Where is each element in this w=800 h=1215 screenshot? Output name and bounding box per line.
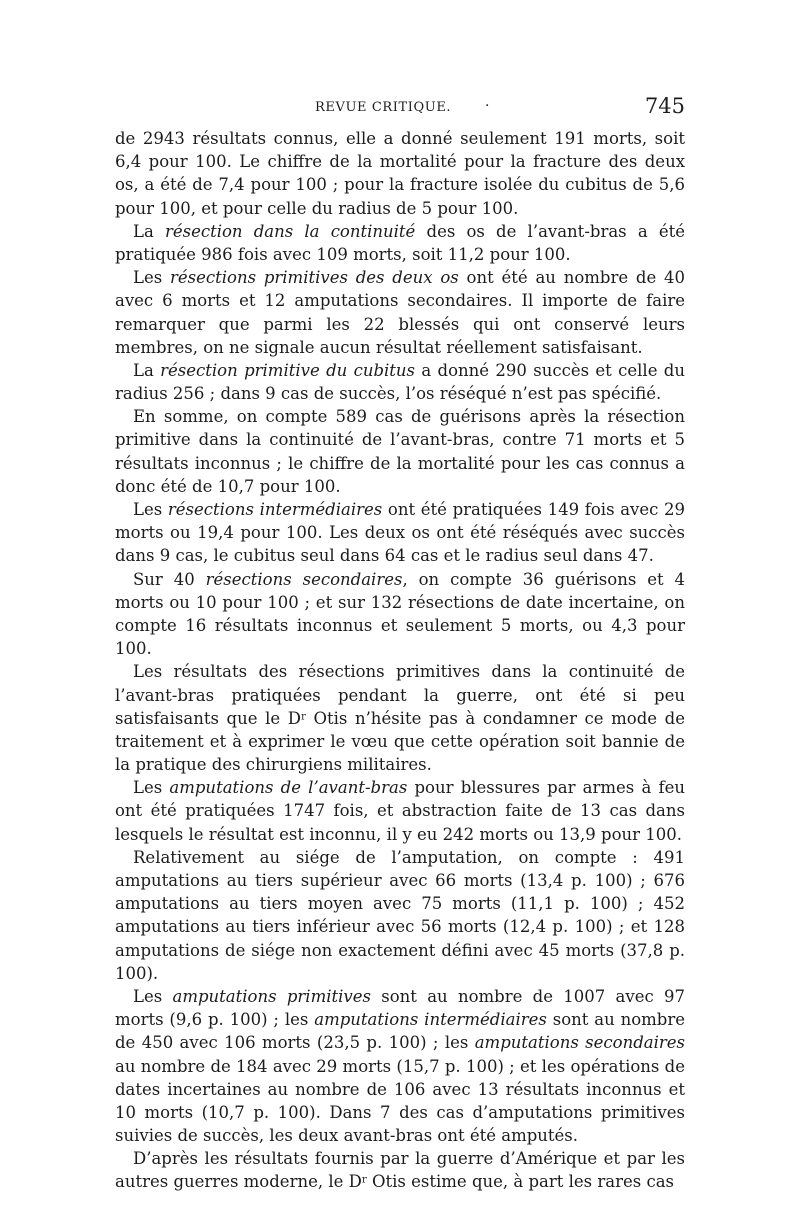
paragraph-11-middle-2: sont au nombre de 450 avec 106 morts (23,5 p. 100) ; les xyxy=(115,1010,685,1053)
paragraph-6-lead: Les xyxy=(133,500,168,519)
paragraph-2-rest: des os de l’avant-bras a été pratiquée 986 fois avec 109 morts, soit 11,2 pour 100. xyxy=(115,221,685,264)
paragraph-6 xyxy=(115,498,685,568)
paragraph-4-rest: a donné 290 succès et celle du radius 256 ; dans 9 cas de succès, l’os réséqué n’est pas spécifié. xyxy=(115,360,685,404)
paragraph-11-rest: au nombre de 184 avec 29 morts (15,7 p. 100) ; et les opérations de dates incertaines au nombre de 106 avec 13 résultats inconnus et 10 morts (10,7 p. 100). Dans 7 des cas d’amputations primitives suivies de succès, les deux avant-bras ont été amputés. xyxy=(115,1056,685,1146)
paragraph-11-italic-term-1: amputations primitives xyxy=(172,986,371,1006)
paragraph-3 xyxy=(115,266,685,359)
page-number: 745 xyxy=(644,94,685,118)
paragraph-4-italic-term: résection primitive du cubitus xyxy=(160,360,416,380)
paragraph-7-lead: Sur 40 xyxy=(133,569,206,589)
paragraph-2-lead: La xyxy=(133,221,165,241)
paragraph-11-middle-1: sont au nombre de 1007 avec 97 morts (9,6 p. 100) ; les xyxy=(115,986,685,1030)
running-title: REVUE CRITIQUE. xyxy=(315,100,452,115)
paragraph-5-text: En somme, on compte 589 cas de guérisons après la résection primitive dans la continuité de l’avant-bras, contre 71 morts et 5 résultats inconnus ; le chiffre de la mortalité pour les cas connus a donc été de 10,7 pour 100. xyxy=(115,407,685,496)
paragraph-8-lead: Les résultats des résections primitives dans la continuité de l’avant-bras pratiquées pendant la guerre, ont été si peu satisfaisants que le D xyxy=(115,662,685,728)
paragraph-12-lead: D’après les résultats fournis par la guerre d’Amérique et par les autres guerres moderne, le D xyxy=(115,1149,685,1192)
paragraph-3-rest: ont été au nombre de 40 avec 6 morts et 12 amputations secondaires. Il importe de faire remarquer que parmi les 22 blessés qui ont conservé leurs membres, on ne signale aucun résultat réellement satisfaisant. xyxy=(115,268,686,357)
running-head xyxy=(115,96,685,126)
paragraph-1 xyxy=(115,127,685,220)
paragraph-10 xyxy=(115,846,685,985)
body-text xyxy=(115,127,685,1194)
paragraph-12-rest: Otis estime que, à part les rares cas xyxy=(366,1172,675,1192)
paragraph-12-superscript: r xyxy=(361,1174,367,1186)
paragraph-12 xyxy=(115,1147,685,1193)
paragraph-10-text: Relativement au siége de l’amputation, on compte : 491 amputations au tiers supérieur avec 66 morts (13,4 p. 100) ; 676 amputations au tiers moyen avec 75 morts (11,1 p. 100) ; 452 amputations au tiers inférieur avec 56 morts (12,4 p. 100) ; et 128 amputations de siége non exactement défini avec 45 morts (37,8 p. 100). xyxy=(115,847,685,983)
paragraph-4-lead: La xyxy=(133,360,161,380)
paragraph-9-rest: pour blessures par armes à feu ont été pratiquées 1747 fois, et abstraction faite de 13 cas dans lesquels le résultat est inconnu, il y eu 242 morts ou 13,9 pour 100. xyxy=(115,778,685,844)
paragraph-1-text: de 2943 résultats connus, elle a donné seulement 191 morts, soit 6,4 pour 100. Le chiffre de la mortalité pour la fracture des deux os, a été de 7,4 pour 100 ; pour la fracture isolée du cubitus de 5,6 pour 100, et pour celle du radius de 5 pour 100. xyxy=(115,129,685,218)
paragraph-3-lead: Les xyxy=(133,268,170,288)
paragraph-2 xyxy=(115,220,685,266)
paragraph-9-italic-term: amputations de l’avant-bras xyxy=(169,778,408,798)
paragraph-5 xyxy=(115,405,685,498)
running-head-dot: · xyxy=(485,98,490,114)
paragraph-7 xyxy=(115,568,685,661)
paragraph-9 xyxy=(115,776,685,846)
paragraph-8-superscript: r xyxy=(300,711,306,723)
paragraph-3-italic-term: résections primitives des deux os xyxy=(169,268,459,288)
paragraph-11-italic-term-2: amputations intermédiaires xyxy=(314,1010,547,1030)
paragraph-4 xyxy=(115,359,685,405)
paragraph-9-lead: Les xyxy=(133,778,170,798)
paragraph-8 xyxy=(115,660,685,776)
book-page xyxy=(115,0,685,1215)
paragraph-11-italic-term-3: amputations secondaires xyxy=(474,1033,685,1053)
paragraph-6-rest: ont été pratiquées 149 fois avec 29 morts ou 19,4 pour 100. Les deux os ont été réséqués avec succès dans 9 cas, le cubitus seul dans 64 cas et le radius seul dans 47. xyxy=(115,500,686,566)
paragraph-2-italic-term: résection dans la continuité xyxy=(164,221,416,241)
paragraph-11-lead: Les xyxy=(133,986,173,1006)
paragraph-6-italic-term: résections intermédiaires xyxy=(167,500,383,519)
paragraph-8-rest: Otis n’hésite pas à condamner ce mode de traitement et à exprimer le vœu que cette opération soit bannie de la pratique des chirurgiens militaires. xyxy=(115,708,685,775)
paragraph-7-italic-term: résections secondaires xyxy=(205,569,403,589)
paragraph-11 xyxy=(115,985,685,1147)
paragraph-7-rest: , on compte 36 guérisons et 4 morts ou 10 pour 100 ; et sur 132 résections de date incertaine, on compte 16 résultats inconnus et seulement 5 morts, ou 4,3 pour 100. xyxy=(115,569,685,659)
